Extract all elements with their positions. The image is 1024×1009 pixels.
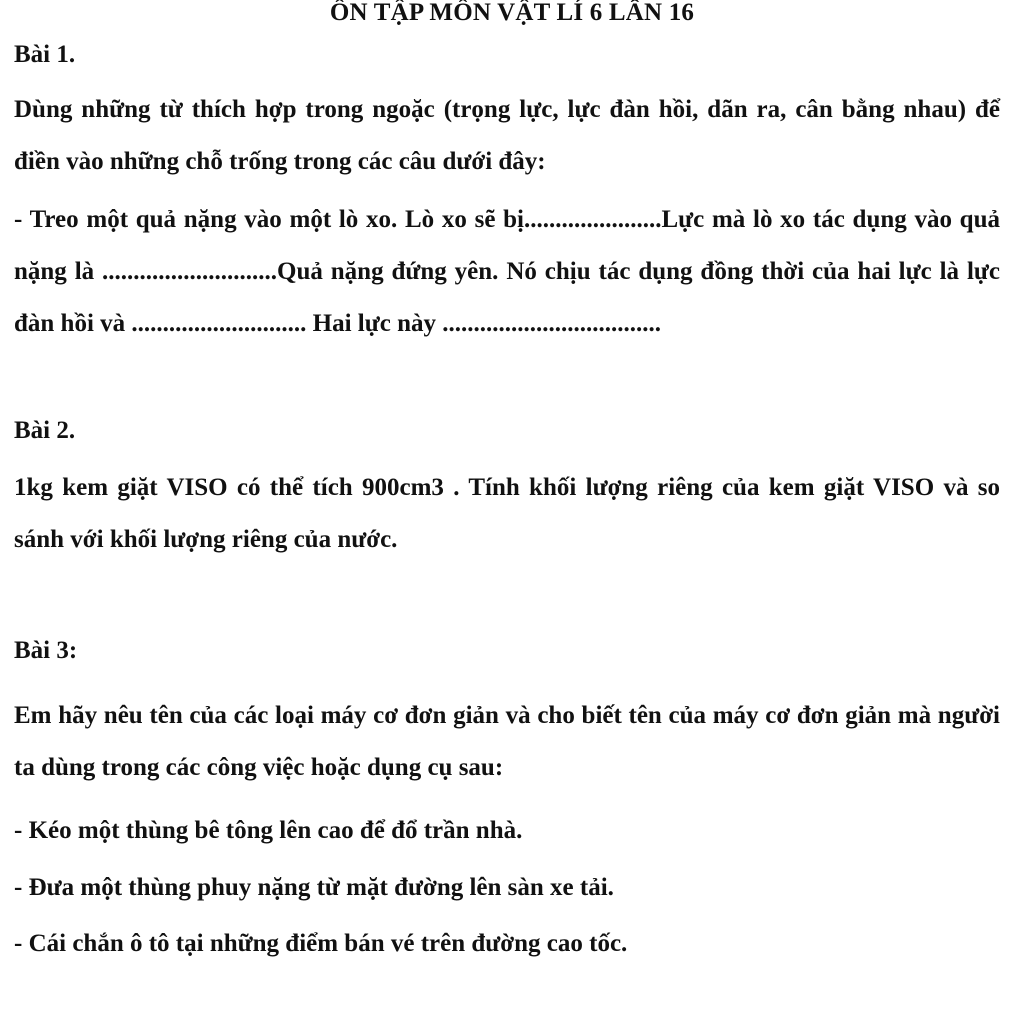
exercise-1-fill-in-text: - Treo một quả nặng vào một lò xo. Lò xo sẽ bị......................Lực mà lò xo tác dụng vào quả nặng là ............................Quả nặng đứng yên. Nó chịu tác dụng đồng thời của hai lực là lực đàn hồi và ............................ Hai lực này ................................... <box>14 206 1000 337</box>
document-title: ÔN TẬP MÔN VẬT LÍ 6 LẦN 16 <box>329 0 695 26</box>
exercise-3-item: - Cái chắn ô tô tại những điểm bán vé trên đường cao tốc. <box>14 930 628 957</box>
exercise-3-heading: Bài 3: <box>14 637 78 664</box>
exercise-1-heading: Bài 1. <box>14 41 76 68</box>
exercise-2-heading: Bài 2. <box>14 417 76 444</box>
exercise-2-text: 1kg kem giặt VISO có thể tích 900cm3 . Tính khối lượng riêng của kem giặt VISO và so sánh với khối lượng riêng của nước. <box>14 474 1000 553</box>
exercise-1-intro: Dùng những từ thích hợp trong ngoặc (trọng lực, lực đàn hồi, dãn ra, cân bằng nhau) để điền vào những chỗ trống trong các câu dưới đây: <box>14 96 1000 175</box>
exercise-3-item: - Đưa một thùng phuy nặng từ mặt đường lên sàn xe tải. <box>14 874 614 901</box>
exercise-3-item: - Kéo một thùng bê tông lên cao để đổ trần nhà. <box>14 817 523 844</box>
exercise-3-intro: Em hãy nêu tên của các loại máy cơ đơn giản và cho biết tên của máy cơ đơn giản mà người ta dùng trong các công việc hoặc dụng cụ sau: <box>14 702 1000 781</box>
